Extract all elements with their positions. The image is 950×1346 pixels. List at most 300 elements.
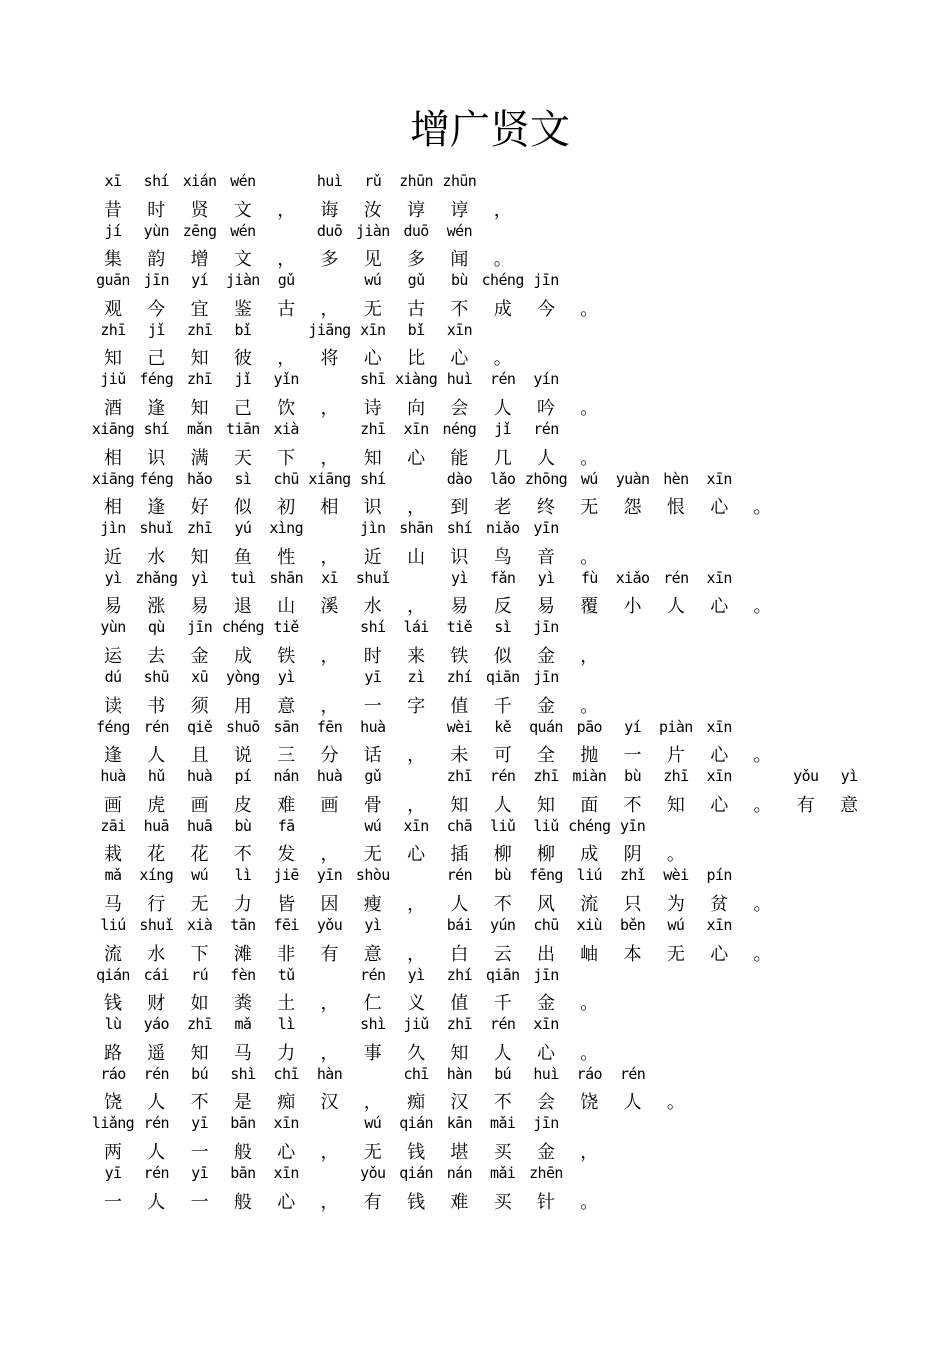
hanzi-character: 事 bbox=[363, 1042, 382, 1064]
hanzi-character: 无 bbox=[666, 943, 685, 965]
pinyin-syllable: jiāng bbox=[308, 320, 351, 339]
hanzi-character: 只 bbox=[623, 893, 642, 915]
hanzi-character: 心 bbox=[710, 497, 729, 519]
pinyin-syllable: zhī bbox=[100, 320, 126, 339]
pinyin-syllable: chū bbox=[533, 916, 559, 934]
pinyin-syllable: wèi bbox=[663, 866, 689, 885]
hanzi-character: 会 bbox=[537, 1092, 555, 1114]
hanzi-character: 堪 bbox=[450, 1141, 469, 1163]
hanzi-character: 不 bbox=[450, 298, 469, 320]
pinyin-syllable: wú bbox=[364, 271, 382, 290]
pinyin-syllable: bù bbox=[450, 271, 468, 290]
hanzi-character: 一 bbox=[623, 745, 642, 767]
hanzi-character: 鱼 bbox=[233, 546, 252, 568]
pinyin-syllable: chéng bbox=[568, 816, 611, 835]
hanzi-character: 未 bbox=[450, 745, 469, 767]
pinyin-syllable: yì bbox=[277, 668, 295, 686]
pinyin-syllable: yī bbox=[191, 1114, 209, 1133]
hanzi-character: 易 bbox=[537, 596, 555, 618]
punctuation: 。 bbox=[753, 497, 772, 519]
pinyin-syllable: rén bbox=[143, 1164, 169, 1182]
pinyin-syllable: huì bbox=[316, 172, 343, 190]
hanzi-row bbox=[0, 1187, 950, 1211]
pinyin-syllable: yòng bbox=[226, 668, 260, 686]
pinyin-syllable: huà bbox=[100, 767, 126, 786]
hanzi-character: 不 bbox=[190, 1092, 209, 1114]
pinyin-row bbox=[0, 1013, 950, 1037]
pinyin-row bbox=[0, 368, 950, 392]
pinyin-syllable: sì bbox=[494, 618, 512, 637]
hanzi-character: 下 bbox=[277, 447, 296, 469]
pinyin-syllable: jiǔ bbox=[100, 370, 126, 389]
hanzi-character: 识 bbox=[450, 546, 469, 568]
pinyin-syllable: jiàn bbox=[355, 221, 390, 240]
hanzi-character: 难 bbox=[277, 794, 296, 816]
punctuation: ， bbox=[407, 745, 426, 767]
pinyin-syllable: zhī bbox=[446, 1015, 473, 1034]
pinyin-row bbox=[0, 567, 950, 591]
pinyin-syllable: bù bbox=[234, 816, 252, 835]
hanzi-character: 久 bbox=[407, 1042, 426, 1064]
pinyin-syllable: yí bbox=[191, 271, 209, 290]
hanzi-character: 般 bbox=[233, 1191, 252, 1213]
hanzi-character: 无 bbox=[190, 893, 209, 915]
hanzi-character: 逢 bbox=[147, 497, 166, 519]
pinyin-syllable: rén bbox=[360, 965, 386, 984]
hanzi-character: 易 bbox=[104, 596, 122, 618]
pinyin-syllable: rén bbox=[533, 420, 559, 438]
pinyin-syllable: xiàng bbox=[395, 370, 438, 389]
punctuation: 。 bbox=[753, 794, 772, 816]
pinyin-row bbox=[0, 716, 950, 740]
hanzi-character: 买 bbox=[493, 1191, 512, 1213]
punctuation: 。 bbox=[666, 844, 685, 866]
hanzi-character: 人 bbox=[666, 596, 685, 618]
pinyin-syllable: quán bbox=[529, 717, 563, 736]
pinyin-syllable: rén bbox=[619, 1064, 646, 1083]
pinyin-syllable: zhūn bbox=[399, 172, 433, 190]
hanzi-row bbox=[0, 691, 950, 715]
pinyin-syllable: mǎi bbox=[490, 1164, 516, 1182]
hanzi-character: 钱 bbox=[104, 993, 122, 1015]
hanzi-character: 天 bbox=[233, 447, 252, 469]
pinyin-syllable: féng bbox=[139, 469, 174, 488]
hanzi-character: 多 bbox=[407, 249, 426, 271]
pinyin-syllable: zhōng bbox=[524, 469, 568, 488]
hanzi-character: 几 bbox=[493, 447, 512, 469]
hanzi-character: 易 bbox=[190, 596, 209, 618]
pinyin-syllable: yī bbox=[191, 1164, 209, 1182]
hanzi-character: 马 bbox=[233, 1042, 252, 1064]
punctuation: 。 bbox=[580, 397, 599, 419]
pinyin-syllable: bān bbox=[230, 1114, 256, 1133]
pinyin-syllable: yùn bbox=[143, 221, 169, 240]
pinyin-syllable: féng bbox=[96, 717, 130, 736]
pinyin-syllable: bù bbox=[494, 866, 512, 885]
pinyin-syllable: zhī bbox=[186, 320, 213, 339]
hanzi-character: 怨 bbox=[623, 497, 642, 519]
pinyin-syllable: fēn bbox=[316, 717, 343, 736]
hanzi-character: 音 bbox=[537, 546, 555, 568]
pinyin-row bbox=[0, 1162, 950, 1186]
pinyin-syllable: xīn bbox=[360, 320, 386, 339]
punctuation: 。 bbox=[666, 1092, 685, 1114]
hanzi-character: 有 bbox=[363, 1191, 382, 1213]
hanzi-character: 分 bbox=[320, 745, 339, 767]
hanzi-character: 运 bbox=[104, 645, 122, 667]
pinyin-syllable: yǒu bbox=[360, 1164, 386, 1182]
pinyin-syllable: huā bbox=[186, 816, 213, 835]
hanzi-character: 心 bbox=[450, 348, 469, 370]
hanzi-character: 不 bbox=[623, 794, 642, 816]
punctuation: ， bbox=[580, 645, 599, 667]
pinyin-syllable: shuǐ bbox=[355, 568, 390, 587]
pinyin-syllable: bǐ bbox=[407, 320, 425, 339]
hanzi-row bbox=[0, 988, 950, 1015]
pinyin-syllable: wú bbox=[364, 1114, 382, 1133]
punctuation: ， bbox=[407, 497, 426, 519]
pinyin-syllable: bú bbox=[191, 1064, 209, 1083]
pinyin-syllable: rén bbox=[490, 767, 516, 786]
hanzi-character: 金 bbox=[537, 993, 555, 1015]
pinyin-syllable: lái bbox=[403, 618, 429, 637]
hanzi-row bbox=[0, 889, 950, 913]
punctuation: 。 bbox=[580, 1042, 599, 1064]
hanzi-character: 人 bbox=[493, 1042, 512, 1064]
hanzi-character: 水 bbox=[147, 943, 166, 965]
pinyin-syllable: wú bbox=[580, 469, 598, 488]
hanzi-character: 片 bbox=[666, 745, 685, 767]
pinyin-syllable: shān bbox=[399, 519, 433, 538]
pinyin-syllable: bān bbox=[230, 1164, 256, 1182]
hanzi-character: 集 bbox=[104, 249, 122, 271]
pinyin-syllable: mǎ bbox=[234, 1015, 252, 1034]
punctuation: 。 bbox=[580, 447, 599, 469]
pinyin-syllable: bái bbox=[446, 916, 473, 934]
hanzi-character: 鉴 bbox=[233, 298, 252, 320]
hanzi-row bbox=[0, 492, 950, 519]
hanzi-character: 且 bbox=[190, 745, 209, 767]
hanzi-character: 土 bbox=[277, 993, 296, 1015]
hanzi-character: 鸟 bbox=[493, 546, 512, 568]
pinyin-syllable: jǐ bbox=[147, 320, 165, 339]
pinyin-syllable: jīn bbox=[533, 1114, 559, 1133]
hanzi-character: 柳 bbox=[537, 844, 555, 866]
hanzi-character: 力 bbox=[277, 1042, 296, 1064]
pinyin-syllable: qián bbox=[399, 1114, 433, 1133]
hanzi-character: 将 bbox=[320, 348, 339, 370]
hanzi-character: 无 bbox=[363, 1141, 382, 1163]
hanzi-character: 仁 bbox=[363, 993, 382, 1015]
pinyin-syllable: yì bbox=[450, 568, 468, 587]
pinyin-row bbox=[0, 1112, 950, 1136]
pinyin-syllable: yún bbox=[490, 916, 516, 934]
punctuation: ， bbox=[320, 993, 339, 1015]
hanzi-character: 古 bbox=[407, 298, 426, 320]
pinyin-row bbox=[0, 666, 950, 690]
hanzi-character: 滩 bbox=[233, 943, 252, 965]
pinyin-syllable: qù bbox=[147, 618, 165, 637]
pinyin-syllable: xīn bbox=[403, 816, 429, 835]
pinyin-syllable: yín bbox=[533, 370, 559, 389]
pinyin-syllable: huà bbox=[316, 767, 343, 786]
punctuation: ， bbox=[277, 199, 296, 221]
pinyin-syllable: jīn bbox=[533, 271, 559, 290]
hanzi-character: 值 bbox=[450, 993, 469, 1015]
pinyin-syllable: xīn bbox=[273, 1164, 299, 1182]
punctuation: 。 bbox=[493, 348, 512, 370]
hanzi-character: 退 bbox=[233, 596, 252, 618]
hanzi-character: 人 bbox=[147, 1092, 166, 1114]
pinyin-syllable: pín bbox=[706, 866, 732, 885]
hanzi-character: 意 bbox=[277, 695, 296, 717]
pinyin-syllable: jìn bbox=[360, 519, 386, 538]
pinyin-syllable: zhǎng bbox=[135, 568, 178, 587]
hanzi-character: 人 bbox=[493, 397, 512, 419]
punctuation: ， bbox=[320, 645, 339, 667]
pinyin-syllable: bǐ bbox=[234, 320, 252, 339]
pinyin-syllable: sān bbox=[273, 717, 299, 736]
punctuation: ， bbox=[320, 1141, 339, 1163]
pinyin-syllable: fù bbox=[580, 568, 598, 587]
pinyin-syllable: nán bbox=[446, 1164, 473, 1182]
hanzi-character: 酒 bbox=[104, 397, 122, 419]
hanzi-row bbox=[0, 195, 950, 219]
pinyin-syllable: yī bbox=[364, 668, 382, 686]
hanzi-character: 流 bbox=[104, 943, 122, 965]
punctuation: ， bbox=[320, 546, 339, 568]
pinyin-syllable: wú bbox=[667, 916, 685, 934]
pinyin-syllable: xíng bbox=[139, 866, 174, 885]
hanzi-character: 老 bbox=[493, 497, 512, 519]
pinyin-row bbox=[0, 269, 950, 293]
pinyin-syllable: wú bbox=[191, 866, 209, 885]
hanzi-character: 义 bbox=[407, 993, 426, 1015]
pinyin-syllable: xī bbox=[321, 568, 338, 587]
hanzi-character: 岫 bbox=[580, 943, 599, 965]
punctuation: ， bbox=[493, 199, 512, 221]
pinyin-syllable: liǔ bbox=[533, 816, 559, 835]
hanzi-character: 痴 bbox=[407, 1092, 426, 1114]
punctuation: ， bbox=[277, 249, 296, 271]
hanzi-character: 闻 bbox=[450, 249, 469, 271]
pinyin-syllable: běn bbox=[619, 916, 646, 934]
pinyin-syllable: rén bbox=[446, 866, 473, 885]
pinyin-syllable: xīn bbox=[403, 420, 429, 438]
hanzi-character: 白 bbox=[450, 943, 469, 965]
pinyin-syllable: zhī bbox=[186, 370, 213, 389]
hanzi-character: 有 bbox=[320, 943, 339, 965]
hanzi-character: 性 bbox=[277, 546, 296, 568]
pinyin-syllable: xū bbox=[191, 668, 209, 686]
punctuation: 。 bbox=[753, 893, 772, 915]
hanzi-character: 成 bbox=[233, 645, 252, 667]
pinyin-syllable: xīn bbox=[706, 717, 732, 736]
hanzi-character: 人 bbox=[450, 893, 469, 915]
hanzi-character: 观 bbox=[104, 298, 122, 320]
hanzi-character: 心 bbox=[710, 943, 729, 965]
pinyin-syllable: shòu bbox=[355, 866, 390, 885]
hanzi-row bbox=[0, 939, 950, 963]
hanzi-character: 无 bbox=[363, 844, 382, 866]
pinyin-syllable: mǎn bbox=[186, 420, 213, 438]
page-title: 增广贤文 bbox=[410, 107, 570, 153]
pinyin-syllable: yīn bbox=[316, 866, 343, 885]
pinyin-syllable: yú bbox=[234, 519, 252, 538]
hanzi-character: 多 bbox=[320, 249, 339, 271]
hanzi-character: 金 bbox=[537, 645, 555, 667]
pinyin-syllable: yì bbox=[407, 965, 425, 984]
pinyin-syllable: wén bbox=[230, 172, 256, 190]
pinyin-syllable: fēng bbox=[529, 866, 563, 885]
hanzi-row bbox=[0, 790, 950, 814]
hanzi-character: 意 bbox=[840, 794, 859, 816]
pinyin-syllable: pāo bbox=[576, 717, 602, 736]
pinyin-syllable: liú bbox=[576, 866, 602, 885]
hanzi-character: 人 bbox=[537, 447, 555, 469]
pinyin-row bbox=[0, 220, 950, 244]
pinyin-syllable: kān bbox=[446, 1114, 473, 1133]
pinyin-row bbox=[0, 964, 950, 988]
hanzi-character: 知 bbox=[450, 794, 469, 816]
pinyin-syllable: shuǐ bbox=[139, 519, 174, 538]
hanzi-character: 花 bbox=[147, 844, 166, 866]
hanzi-character: 比 bbox=[407, 348, 426, 370]
pinyin-syllable: yuàn bbox=[615, 469, 650, 488]
pinyin-syllable: lǎo bbox=[490, 469, 516, 488]
pinyin-syllable: xīn bbox=[706, 568, 732, 587]
hanzi-character: 饶 bbox=[580, 1092, 599, 1114]
punctuation: ， bbox=[407, 943, 426, 965]
hanzi-character: 水 bbox=[147, 546, 166, 568]
hanzi-character: 吟 bbox=[537, 397, 555, 419]
hanzi-character: 人 bbox=[493, 794, 512, 816]
hanzi-character: 阴 bbox=[623, 844, 642, 866]
hanzi-character: 一 bbox=[190, 1141, 209, 1163]
hanzi-character: 金 bbox=[537, 695, 555, 717]
hanzi-character: 是 bbox=[233, 1092, 252, 1114]
hanzi-character: 读 bbox=[104, 695, 122, 717]
pinyin-syllable: gǔ bbox=[407, 271, 425, 290]
pinyin-syllable: lì bbox=[277, 1015, 295, 1034]
pinyin-syllable: xiāng bbox=[91, 469, 135, 488]
punctuation: 。 bbox=[580, 993, 599, 1015]
hanzi-character: 饶 bbox=[104, 1092, 122, 1114]
pinyin-syllable: liǎng bbox=[91, 1114, 135, 1133]
pinyin-syllable: xiù bbox=[576, 916, 602, 934]
hanzi-character: 铁 bbox=[450, 645, 469, 667]
hanzi-character: 如 bbox=[190, 993, 209, 1015]
punctuation: 。 bbox=[493, 249, 512, 271]
pinyin-syllable: xīn bbox=[706, 469, 732, 488]
hanzi-character: 买 bbox=[493, 1141, 512, 1163]
hanzi-character: 识 bbox=[147, 447, 166, 469]
hanzi-character: 财 bbox=[147, 993, 166, 1015]
hanzi-character: 初 bbox=[277, 497, 296, 519]
hanzi-character: 汉 bbox=[320, 1092, 339, 1114]
hanzi-character: 会 bbox=[450, 397, 469, 419]
hanzi-character: 画 bbox=[190, 794, 209, 816]
hanzi-character: 下 bbox=[190, 943, 209, 965]
pinyin-syllable: sì bbox=[234, 469, 252, 488]
pinyin-row bbox=[0, 319, 950, 343]
pinyin-syllable: xīn bbox=[273, 1114, 299, 1133]
pinyin-syllable: zhī bbox=[533, 767, 559, 786]
hanzi-character: 值 bbox=[450, 695, 469, 717]
hanzi-character: 相 bbox=[104, 447, 122, 469]
hanzi-character: 诲 bbox=[320, 199, 339, 221]
hanzi-character: 针 bbox=[537, 1191, 555, 1213]
hanzi-character: 饮 bbox=[277, 397, 296, 419]
hanzi-character: 难 bbox=[450, 1191, 469, 1213]
pinyin-syllable: mǎ bbox=[104, 866, 122, 885]
pinyin-syllable: yì bbox=[840, 767, 858, 786]
pinyin-syllable: wèi bbox=[446, 717, 473, 736]
pinyin-syllable: lì bbox=[234, 866, 252, 885]
pinyin-row bbox=[0, 815, 950, 839]
hanzi-character: 似 bbox=[233, 497, 252, 519]
hanzi-character: 心 bbox=[363, 348, 382, 370]
pinyin-syllable: jiàn bbox=[226, 271, 260, 290]
hanzi-character: 皮 bbox=[233, 794, 252, 816]
pinyin-syllable: guān bbox=[96, 271, 130, 290]
pinyin-syllable: shí bbox=[360, 618, 386, 637]
pinyin-syllable: shí bbox=[143, 172, 169, 190]
hanzi-character: 不 bbox=[493, 893, 512, 915]
punctuation: ， bbox=[320, 298, 339, 320]
hanzi-character: 满 bbox=[190, 447, 209, 469]
hanzi-character: 文 bbox=[233, 199, 252, 221]
pinyin-syllable: bù bbox=[624, 767, 642, 786]
hanzi-character: 一 bbox=[363, 695, 382, 717]
hanzi-character: 千 bbox=[493, 695, 512, 717]
pinyin-syllable: shí bbox=[446, 519, 473, 538]
hanzi-character: 出 bbox=[537, 943, 555, 965]
hanzi-character: 己 bbox=[233, 397, 252, 419]
pinyin-syllable: fēi bbox=[273, 916, 299, 934]
hanzi-character: 不 bbox=[233, 844, 252, 866]
pinyin-syllable: zhǐ bbox=[619, 866, 646, 885]
pinyin-syllable: jīn bbox=[186, 618, 213, 637]
hanzi-character: 两 bbox=[104, 1141, 122, 1163]
pinyin-syllable: rén bbox=[143, 717, 169, 736]
pinyin-syllable: wú bbox=[364, 816, 382, 835]
punctuation: 。 bbox=[753, 596, 772, 618]
pinyin-syllable: jīn bbox=[533, 668, 559, 686]
pinyin-syllable: pí bbox=[234, 767, 252, 786]
hanzi-character: 花 bbox=[190, 844, 209, 866]
hanzi-character: 面 bbox=[580, 794, 599, 816]
pinyin-syllable: hǎo bbox=[186, 469, 213, 488]
hanzi-character: 般 bbox=[233, 1141, 252, 1163]
hanzi-character: 近 bbox=[104, 546, 122, 568]
pinyin-syllable: zhí bbox=[446, 965, 473, 984]
hanzi-character: 反 bbox=[493, 596, 512, 618]
pinyin-syllable: yīn bbox=[533, 519, 559, 538]
hanzi-character: 虎 bbox=[147, 794, 166, 816]
pinyin-syllable: zhūn bbox=[442, 172, 477, 190]
hanzi-character: 千 bbox=[493, 993, 512, 1015]
pinyin-syllable: zhēn bbox=[529, 1164, 563, 1182]
hanzi-character: 去 bbox=[147, 645, 166, 667]
pinyin-syllable: shì bbox=[360, 1015, 386, 1034]
pinyin-syllable: fèn bbox=[230, 965, 256, 984]
hanzi-character: 遥 bbox=[147, 1042, 166, 1064]
hanzi-character: 韵 bbox=[147, 249, 166, 271]
hanzi-character: 溪 bbox=[320, 596, 339, 618]
hanzi-character: 到 bbox=[450, 497, 469, 519]
hanzi-character: 增 bbox=[190, 249, 209, 271]
